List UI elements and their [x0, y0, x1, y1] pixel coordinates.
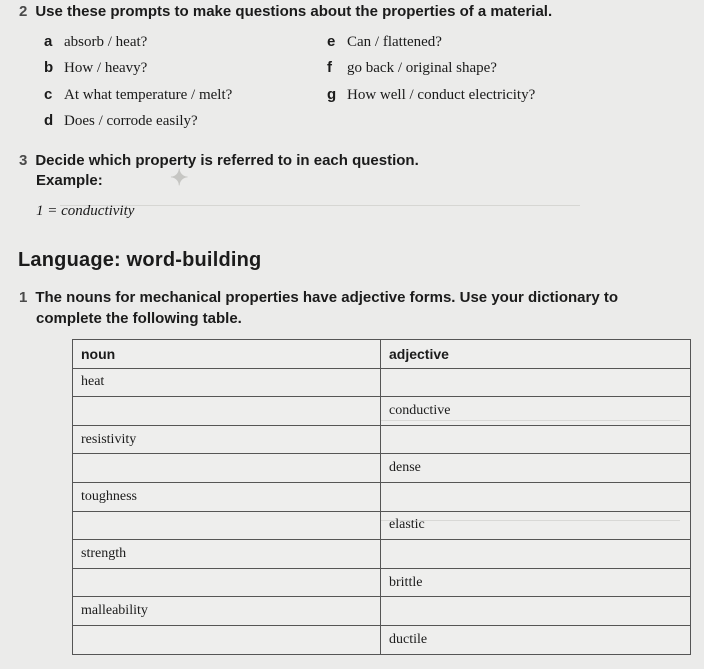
- section-title: Language: word-building: [18, 249, 262, 271]
- adjective-cell[interactable]: brittle: [381, 568, 691, 597]
- noun-cell[interactable]: malleability: [73, 597, 381, 626]
- prompt-letter: a: [44, 33, 53, 50]
- header-adjective: adjective: [381, 340, 691, 369]
- prompt-text: How well / conduct electricity?: [347, 87, 536, 103]
- show-through-heading: ✦: [170, 165, 189, 190]
- noun-cell[interactable]: [73, 568, 381, 597]
- table-row: [73, 425, 691, 454]
- example-label: Example:: [36, 172, 103, 189]
- exercise-number: 2: [19, 3, 28, 20]
- noun-cell[interactable]: strength: [73, 540, 381, 569]
- exercise-2-heading: [19, 3, 552, 20]
- adjective-cell[interactable]: [381, 425, 691, 454]
- prompt-letter: g: [327, 86, 337, 103]
- exercise-number: 3: [19, 152, 28, 169]
- prompt-letter: d: [44, 112, 54, 129]
- noun-cell[interactable]: [73, 625, 381, 654]
- exercise-number: 1: [19, 289, 28, 306]
- prompt-text: At what temperature / melt?: [64, 87, 233, 103]
- table-row: [73, 482, 691, 511]
- prompt-letter: f: [327, 59, 332, 76]
- adjective-cell[interactable]: [381, 597, 691, 626]
- noun-cell[interactable]: [73, 511, 381, 540]
- table-row: [73, 454, 691, 483]
- exercise-instruction: Decide which property is referred to in each question.: [35, 152, 419, 169]
- show-through-line: [60, 205, 580, 226]
- adjective-cell[interactable]: [381, 540, 691, 569]
- prompt-text: absorb / heat?: [64, 34, 148, 50]
- prompt-e: [327, 33, 442, 51]
- table-row: [73, 625, 691, 654]
- prompt-text: go back / original shape?: [347, 60, 497, 76]
- adjective-cell[interactable]: elastic: [381, 511, 691, 540]
- prompt-f: [327, 59, 497, 77]
- exercise-instruction-line-1: The nouns for mechanical properties have adjective forms. Use your dictionary to: [35, 289, 618, 306]
- prompt-letter: b: [44, 59, 54, 76]
- noun-cell[interactable]: resistivity: [73, 425, 381, 454]
- noun-cell[interactable]: [73, 454, 381, 483]
- example-answer: 1 = conductivity: [36, 203, 135, 219]
- prompt-text: Does / corrode easily?: [64, 113, 198, 129]
- adjective-cell[interactable]: [381, 368, 691, 397]
- table-row: [73, 368, 691, 397]
- prompt-d: [44, 112, 198, 130]
- noun-cell[interactable]: toughness: [73, 482, 381, 511]
- prompt-text: Can / flattened?: [347, 34, 442, 50]
- adjective-cell[interactable]: ductile: [381, 625, 691, 654]
- prompt-letter: c: [44, 86, 53, 103]
- exercise-instruction: Use these prompts to make questions about the properties of a material.: [35, 3, 553, 20]
- prompt-a: [44, 33, 147, 51]
- adjective-cell[interactable]: [381, 482, 691, 511]
- table-row: [73, 568, 691, 597]
- prompt-g: [327, 86, 535, 104]
- prompt-b: [44, 59, 147, 77]
- table-row: [73, 540, 691, 569]
- word-building-table: [72, 339, 691, 655]
- exercise-1-heading: [19, 287, 618, 329]
- header-noun: noun: [73, 340, 381, 369]
- table-row: [73, 397, 691, 426]
- table-header-row: [73, 340, 691, 369]
- noun-cell[interactable]: heat: [73, 368, 381, 397]
- adjective-cell[interactable]: dense: [381, 454, 691, 483]
- exercise-instruction-line-2: complete the following table.: [36, 310, 242, 327]
- prompt-letter: e: [327, 33, 336, 50]
- adjective-cell[interactable]: conductive: [381, 397, 691, 426]
- prompt-c: [44, 86, 232, 104]
- prompt-text: How / heavy?: [64, 60, 148, 76]
- table-row: [73, 511, 691, 540]
- table-row: [73, 597, 691, 626]
- noun-cell[interactable]: [73, 397, 381, 426]
- exercise-3-heading: [19, 151, 419, 191]
